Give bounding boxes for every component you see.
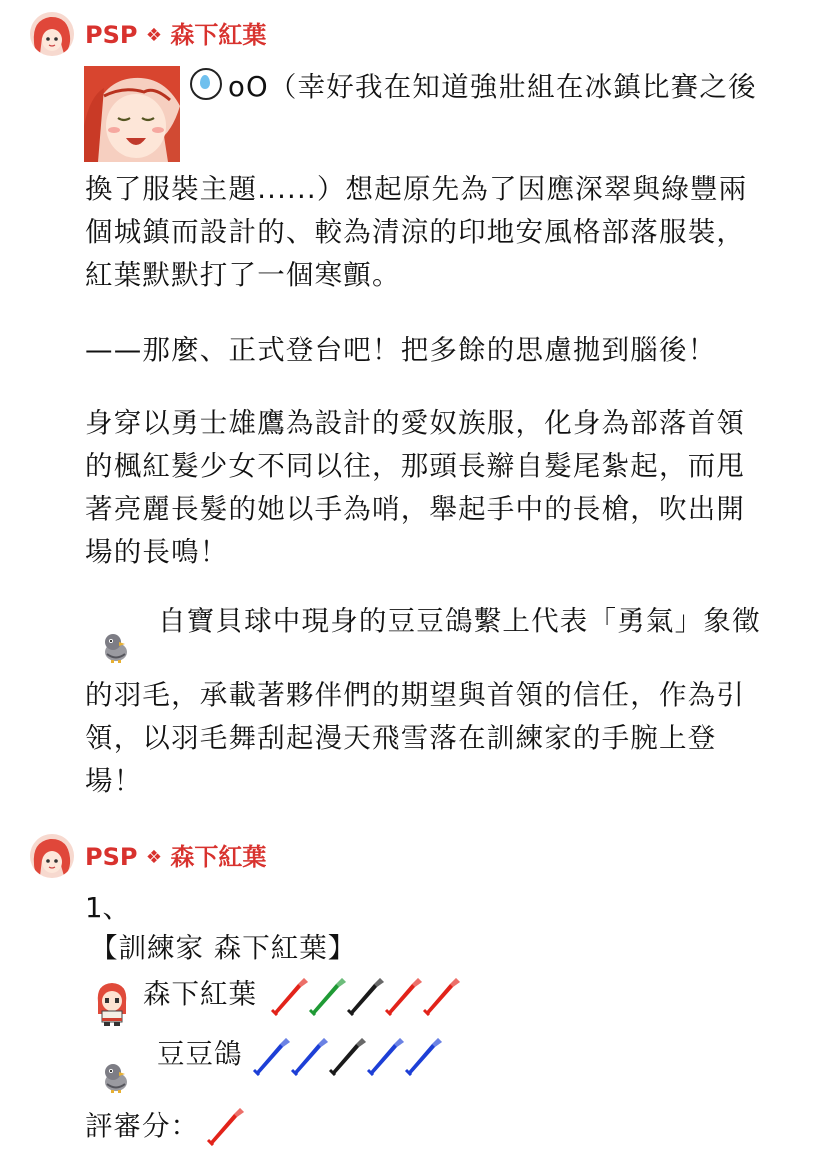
row1-horns bbox=[268, 974, 458, 1016]
vuvuzela-horn-icon bbox=[306, 974, 348, 1016]
diamond-icon: ❖ bbox=[145, 25, 162, 46]
pidove-icon bbox=[99, 1060, 133, 1098]
vuvuzela-horn-icon bbox=[204, 1104, 246, 1146]
vuvuzela-horn-icon bbox=[268, 974, 310, 1016]
paragraph-4: 的羽毛，承載著夥伴們的期望與首領的信任，作為引 領，以羽毛舞刮起漫天飛雪落在訓練家的手腕上登 場！ bbox=[85, 679, 746, 797]
entry-number: 1、 bbox=[85, 892, 130, 924]
bubble-line: oO（幸好我在知道強壯組在冰鎮比賽之後 bbox=[190, 66, 757, 109]
author-name[interactable]: PSP ❖ 森下紅葉 bbox=[85, 843, 267, 871]
author-name[interactable]: PSP ❖ 森下紅葉 bbox=[85, 21, 267, 49]
vuvuzela-horn-icon bbox=[382, 974, 424, 1016]
trainer-sprite-icon bbox=[92, 980, 132, 1030]
vuvuzela-horn-icon bbox=[420, 974, 462, 1016]
row1-name: 森下紅葉 bbox=[143, 978, 257, 1010]
vuvuzela-horn-icon bbox=[326, 1034, 368, 1076]
paragraph-3: 身穿以勇士雄鷹為設計的愛奴族服，化身為部落首領 的楓紅髮少女不同以往，那頭長辮自髮尾紮起，而甩 著亮麗長髮的她以手為哨，舉起手中的長槍，吹出開 場的長鳴！ bbox=[85, 407, 746, 568]
paragraph-1: 換了服裝主題......）想起原先為了因應深翠與綠豐兩 個城鎮而設計的、較為清涼的印地安風格部落服裝， 紅葉默默打了一個寒顫。 bbox=[85, 173, 748, 291]
row2-horns bbox=[250, 1034, 440, 1076]
author-avatar[interactable] bbox=[30, 12, 74, 56]
paragraph-4-first-line: 自寶貝球中現身的豆豆鴿繫上代表「勇氣」象徵 bbox=[158, 605, 761, 637]
vuvuzela-horn-icon bbox=[344, 974, 386, 1016]
vuvuzela-horn-icon bbox=[250, 1034, 292, 1076]
judge-horns bbox=[204, 1104, 242, 1146]
vuvuzela-horn-icon bbox=[364, 1034, 406, 1076]
sleeping-girl-sticker bbox=[84, 66, 180, 162]
author-avatar[interactable] bbox=[30, 834, 74, 878]
vuvuzela-horn-icon bbox=[402, 1034, 444, 1076]
row2-name: 豆豆鴿 bbox=[157, 1038, 243, 1070]
diamond-icon: ❖ bbox=[145, 847, 162, 868]
trainer-label: 【訓練家 森下紅葉】 bbox=[90, 932, 357, 964]
paragraph-2: ——那麼、正式登台吧！把多餘的思慮拋到腦後！ bbox=[85, 334, 717, 366]
judge-label: 評審分： bbox=[85, 1110, 199, 1142]
vuvuzela-horn-icon bbox=[288, 1034, 330, 1076]
pidove-icon bbox=[99, 630, 133, 668]
sweat-drop-icon bbox=[190, 68, 222, 100]
